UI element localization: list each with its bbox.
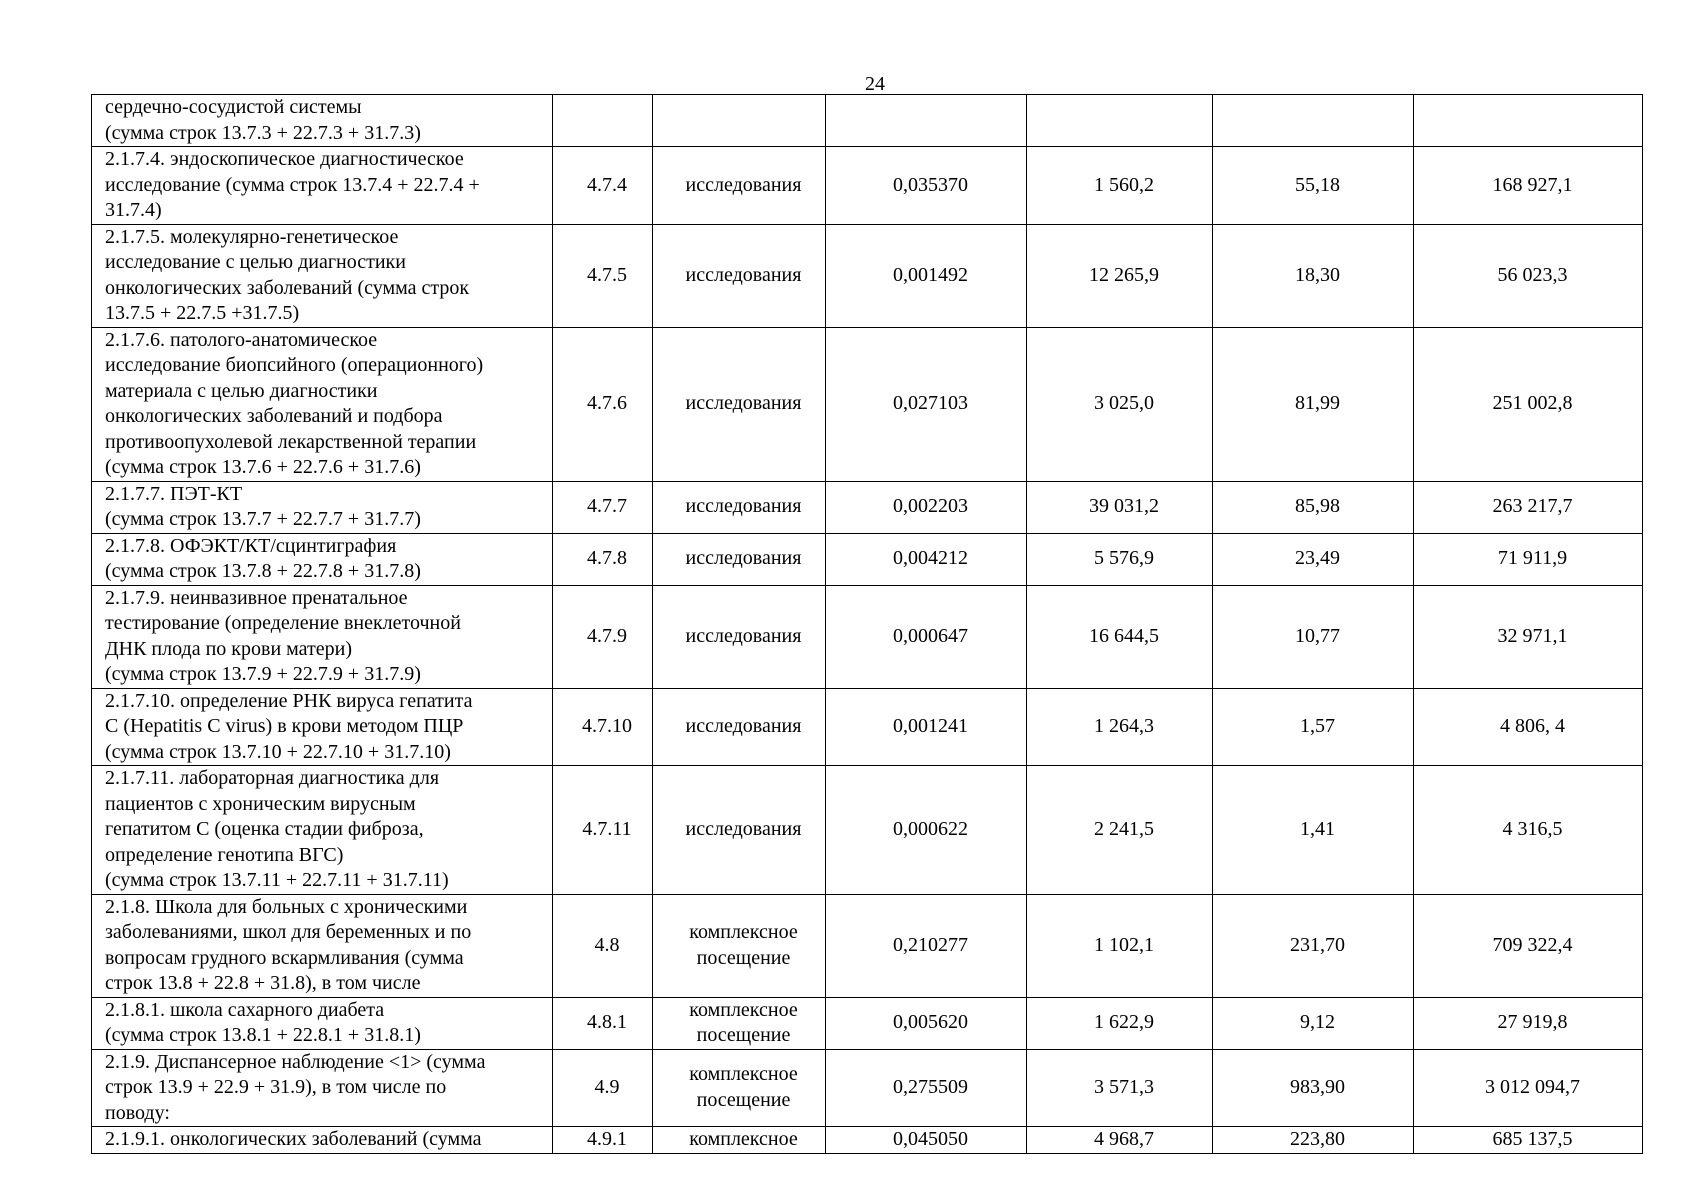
row-code-cell: 4.7.6 [553,327,653,481]
row-name-cell [92,766,553,895]
table-row [92,894,1643,997]
row-name-line: вопросам грудного вскармливания (сумма [105,946,464,969]
row-unit-cell [653,894,826,997]
row-value-cell: 0,001241 [826,688,1027,766]
row-unit-cell [653,997,826,1049]
row-value-cell: 23,49 [1213,533,1414,585]
row-code-cell: 4.7.8 [553,533,653,585]
row-name-cell [92,224,553,327]
row-value-cell: 983,90 [1213,1049,1414,1127]
row-name-line: сердечно-сосудистой системы [105,96,362,118]
row-code-cell: 4.8 [553,894,653,997]
row-unit-line: посещение [696,1024,791,1046]
row-value-cell: 223,80 [1213,1127,1414,1154]
row-code-cell: 4.7.5 [553,224,653,327]
row-unit-line: исследования [685,263,802,286]
row-unit-line: посещение [696,946,791,969]
table-row [92,997,1643,1049]
row-name-line: определение генотипа ВГС) [105,843,344,866]
row-unit-cell [653,688,826,766]
row-value-cell: 32 971,1 [1414,585,1643,688]
row-value-cell: 0,004212 [826,533,1027,585]
row-name-cell [92,95,553,147]
row-value-cell: 231,70 [1213,894,1414,997]
row-name-line: онкологических заболеваний и подбора [105,405,443,427]
row-name-line: (сумма строк 13.7.3 + 22.7.3 + 31.7.3) [105,121,421,144]
row-name-cell [92,997,553,1049]
row-name-line: 2.1.7.5. молекулярно-генетическое [105,225,399,248]
row-unit-line: комплексное [689,1063,798,1086]
table-row [92,147,1643,225]
row-unit-cell [653,147,826,225]
row-unit-line: исследования [685,624,802,647]
row-name-line: 2.1.7.8. ОФЭКТ/КТ/сцинтиграфия [105,534,397,557]
row-name-line: ДНК плода по крови матери) [105,637,353,660]
row-code-cell: 4.7.7 [553,481,653,533]
table-body [92,95,1643,1154]
row-value-cell [1027,95,1213,147]
row-value-cell: 0,275509 [826,1049,1027,1127]
row-name-cell [92,1127,553,1154]
row-name-line: противоопухолевой лекарственной терапии [105,430,477,453]
row-value-cell: 3 571,3 [1027,1049,1213,1127]
row-unit-cell [653,1127,826,1154]
row-value-cell: 3 012 094,7 [1414,1049,1643,1127]
row-unit-cell [653,766,826,895]
row-value-cell: 1 264,3 [1027,688,1213,766]
row-name-line: (сумма строк 13.8.1 + 22.8.1 + 31.8.1) [105,1024,421,1046]
row-value-cell: 0,035370 [826,147,1027,225]
row-value-cell: 0,005620 [826,997,1027,1049]
row-name-line: (сумма строк 13.7.8 + 22.7.8 + 31.7.8) [105,560,421,582]
row-unit-line: исследования [685,173,802,196]
row-name-line: исследование биопсийного (операционного) [105,354,484,376]
row-unit-cell [653,224,826,327]
row-name-line: 31.7.4) [105,199,162,221]
row-value-cell: 0,000647 [826,585,1027,688]
row-unit-line: комплексное [689,1128,798,1150]
table-row [92,766,1643,895]
row-unit-cell [653,1049,826,1127]
row-unit-cell [653,585,826,688]
row-name-cell [92,147,553,225]
row-name-line: 2.1.7.11. лабораторная диагностика для [105,767,440,789]
row-unit-line: исследования [685,392,802,415]
row-name-cell [92,327,553,481]
row-name-line: исследование с целью диагностики [105,251,406,273]
row-name-line: 2.1.9.1. онкологических заболеваний (сумма [105,1128,482,1150]
row-unit-line: комплексное [689,921,798,943]
row-name-line: (сумма строк 13.7.10 + 22.7.10 + 31.7.10) [105,740,451,763]
table-row [92,481,1643,533]
row-value-cell: 10,77 [1213,585,1414,688]
row-name-line: 2.1.7.4. эндоскопическое диагностическое [105,148,464,170]
row-value-cell: 1 560,2 [1027,147,1213,225]
row-value-cell: 1,41 [1213,766,1414,895]
row-value-cell: 0,027103 [826,327,1027,481]
row-name-line: (сумма строк 13.7.6 + 22.7.6 + 31.7.6) [105,456,421,478]
row-name-line: 2.1.7.10. определение РНК вируса гепатита [105,689,473,712]
row-name-line: онкологических заболеваний (сумма строк [105,276,470,299]
row-value-cell: 2 241,5 [1027,766,1213,895]
row-name-line: тестирование (определение внеклеточной [105,612,461,634]
row-unit-line: исследования [685,547,802,570]
table-row [92,688,1643,766]
row-value-cell: 251 002,8 [1414,327,1643,481]
row-name-line: строк 13.8 + 22.8 + 31.8), в том числе [105,972,421,994]
row-value-cell: 85,98 [1213,481,1414,533]
row-name-line: 2.1.8.1. школа сахарного диабета [105,998,385,1021]
row-code-cell: 4.7.11 [553,766,653,895]
row-value-cell: 71 911,9 [1414,533,1643,585]
row-code-cell: 4.9.1 [553,1127,653,1154]
row-name-line: C (Hepatitis C virus) в крови методом ПЦР [105,715,464,737]
row-value-cell: 18,30 [1213,224,1414,327]
data-table [91,94,1643,1154]
table-row [92,533,1643,585]
row-name-cell [92,481,553,533]
row-value-cell: 56 023,3 [1414,224,1643,327]
row-value-cell: 4 806, 4 [1414,688,1643,766]
row-unit-line: исследования [685,818,802,840]
row-unit-line: исследования [685,715,802,737]
row-code-cell: 4.7.4 [553,147,653,225]
row-code-cell: 4.8.1 [553,997,653,1049]
row-name-cell [92,585,553,688]
row-unit-cell [653,95,826,147]
row-unit-cell [653,327,826,481]
row-code-cell [553,95,653,147]
row-name-cell [92,894,553,997]
row-value-cell: 709 322,4 [1414,894,1643,997]
row-value-cell: 81,99 [1213,327,1414,481]
row-value-cell: 685 137,5 [1414,1127,1643,1154]
row-name-line: исследование (сумма строк 13.7.4 + 22.7.4 + [105,173,480,196]
row-name-line: 2.1.8. Школа для больных с хроническими [105,895,468,918]
row-name-line: 13.7.5 + 22.7.5 +31.7.5) [105,302,300,324]
row-name-line: заболеваниями, школ для беременных и по [105,921,472,943]
row-name-line: гепатитом C (оценка стадии фиброза, [105,818,424,840]
row-value-cell: 27 919,8 [1414,997,1643,1049]
page-number: 24 [865,73,885,95]
row-value-cell [826,95,1027,147]
row-value-cell: 39 031,2 [1027,481,1213,533]
table-row [92,1127,1643,1154]
table-row [92,1049,1643,1127]
row-name-line: 2.1.7.6. патолого-анатомическое [105,328,378,351]
row-value-cell: 55,18 [1213,147,1414,225]
row-value-cell: 263 217,7 [1414,481,1643,533]
row-value-cell: 0,000622 [826,766,1027,895]
row-value-cell: 4 968,7 [1027,1127,1213,1154]
row-value-cell: 0,045050 [826,1127,1027,1154]
table-row [92,585,1643,688]
row-value-cell: 1 622,9 [1027,997,1213,1049]
row-name-line: поводу: [105,1101,170,1124]
row-value-cell: 1 102,1 [1027,894,1213,997]
row-name-cell [92,688,553,766]
row-value-cell: 5 576,9 [1027,533,1213,585]
row-code-cell: 4.9 [553,1049,653,1127]
row-value-cell: 1,57 [1213,688,1414,766]
row-name-line: строк 13.9 + 22.9 + 31.9), в том числе по [105,1076,447,1098]
row-unit-line: посещение [696,1088,791,1111]
row-value-cell [1414,95,1643,147]
row-unit-line: комплексное [689,998,798,1021]
row-name-line: 2.1.9. Диспансерное наблюдение <1> (сумма [105,1050,486,1073]
row-code-cell: 4.7.9 [553,585,653,688]
row-name-line: 2.1.7.9. неинвазивное пренатальное [105,586,408,609]
row-value-cell: 16 644,5 [1027,585,1213,688]
row-unit-cell [653,481,826,533]
row-name-line: (сумма строк 13.7.7 + 22.7.7 + 31.7.7) [105,508,421,530]
row-name-cell [92,1049,553,1127]
row-value-cell: 4 316,5 [1414,766,1643,895]
row-value-cell: 0,001492 [826,224,1027,327]
row-code-cell: 4.7.10 [553,688,653,766]
row-unit-line: исследования [685,495,802,518]
table-row [92,327,1643,481]
row-value-cell: 9,12 [1213,997,1414,1049]
row-value-cell: 0,210277 [826,894,1027,997]
table-row [92,95,1643,147]
row-name-line: (сумма строк 13.7.9 + 22.7.9 + 31.7.9) [105,663,421,685]
table-row [92,224,1643,327]
row-value-cell: 12 265,9 [1027,224,1213,327]
row-name-cell [92,533,553,585]
row-name-line: 2.1.7.7. ПЭТ-КТ [105,482,243,505]
row-value-cell: 3 025,0 [1027,327,1213,481]
row-name-line: пациентов с хроническим вирусным [105,792,416,815]
row-name-line: (сумма строк 13.7.11 + 22.7.11 + 31.7.11) [105,869,449,891]
row-value-cell [1213,95,1414,147]
row-value-cell: 0,002203 [826,481,1027,533]
row-name-line: материала с целью диагностики [105,379,378,402]
row-value-cell: 168 927,1 [1414,147,1643,225]
row-unit-cell [653,533,826,585]
